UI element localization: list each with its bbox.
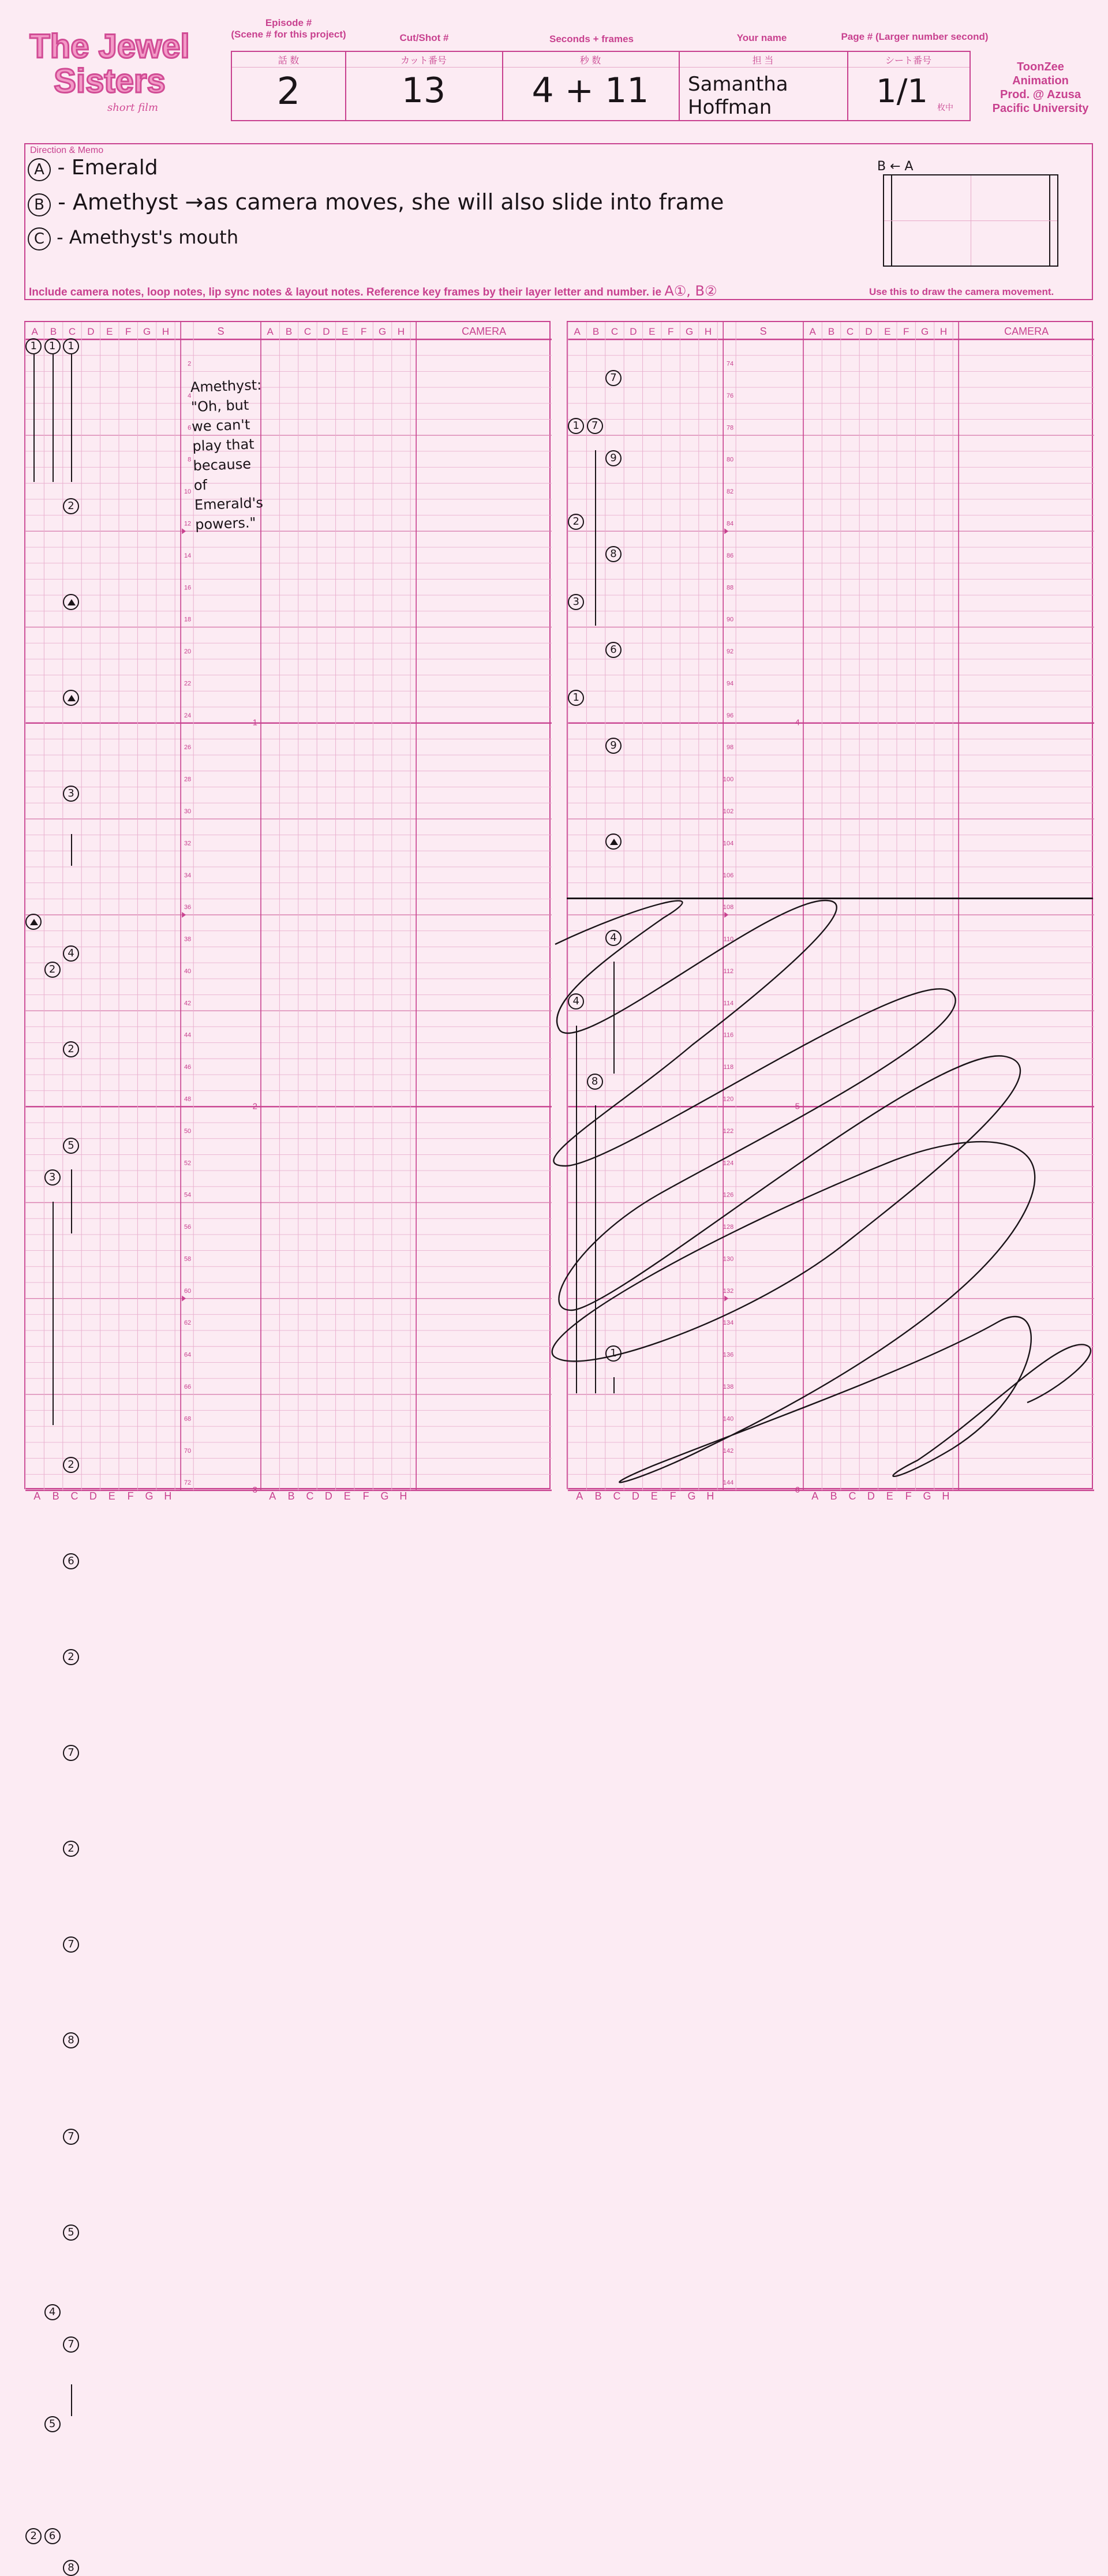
frame-number: 54 (184, 1191, 192, 1199)
column-header-d: D (630, 326, 637, 337)
frame-number: 126 (723, 1191, 734, 1199)
hold-line (71, 2384, 72, 2416)
bottom-letter: F (905, 1490, 912, 1502)
memo-line-c: C - Amethyst's mouth (28, 226, 238, 251)
studio-credit: ToonZee Animation Prod. @ Azusa Pacific University (992, 61, 1089, 115)
camera-header: CAMERA (1004, 326, 1049, 337)
frame-number: 50 (184, 1127, 192, 1135)
keyframe-c-6: 6 (63, 1553, 79, 1569)
frame-number: 138 (723, 1383, 734, 1390)
frame-number: 122 (723, 1127, 734, 1135)
column-header-e: E (106, 326, 113, 337)
column-header-g: G (378, 326, 387, 337)
keyframe-b-8: 8 (587, 1074, 603, 1090)
column-header-c: C (304, 326, 312, 337)
bottom-letter: G (687, 1490, 696, 1502)
frame-number: 20 (184, 648, 192, 656)
frame-number: 108 (723, 904, 734, 911)
column-header-b: B (828, 326, 835, 337)
timesheet-left[interactable] (24, 321, 551, 1495)
bottom-letter: H (706, 1490, 714, 1502)
episode-jp: 話 数 (278, 56, 300, 66)
hold-line (613, 962, 615, 1074)
keyframe-c-7: 7 (63, 2336, 79, 2353)
s-header: S (759, 326, 767, 337)
s-header: S (217, 326, 224, 337)
bottom-letter: B (830, 1490, 837, 1502)
keyframe-c-1: 1 (63, 338, 79, 354)
frame-number: 128 (723, 1224, 734, 1231)
bottom-letter: A (33, 1490, 41, 1502)
column-header-f: F (668, 326, 674, 337)
memo-title: Direction & Memo (30, 145, 104, 155)
frame-number: 82 (726, 488, 734, 496)
hold-line (71, 1169, 72, 1233)
hold-line (33, 354, 35, 483)
column-header-g: G (920, 326, 929, 337)
logo-title-1: The Jewel (29, 28, 190, 65)
hold-line (613, 1377, 615, 1393)
episode-value[interactable]: 2 (276, 70, 301, 113)
frame-number: 130 (723, 1255, 734, 1263)
camera-arrow: B ← A (877, 159, 914, 174)
keyframe-a-4: 4 (568, 993, 584, 1010)
column-header-f: F (125, 326, 132, 337)
cut-jp: カット番号 (400, 56, 447, 66)
frame-number: 30 (184, 807, 192, 815)
keyframe-b-6: 6 (44, 2528, 61, 2544)
memo-line-b: B - Amethyst →as camera moves, she will also slide into frame (28, 189, 724, 216)
keyframe-a-2: 2 (568, 514, 584, 530)
column-header-d: D (865, 326, 873, 337)
bottom-letter: H (164, 1490, 172, 1502)
column-header-h: H (162, 326, 170, 337)
frame-number: 96 (726, 712, 734, 719)
bottom-letter: D (89, 1490, 97, 1502)
bottom-letter: E (343, 1490, 351, 1502)
frame-number: 4 (188, 392, 192, 399)
bottom-letter: H (399, 1490, 407, 1502)
column-header-f: F (361, 326, 367, 337)
frame-number: 72 (184, 1479, 192, 1487)
column-header-d: D (323, 326, 330, 337)
keyframe-b-3: 3 (44, 1169, 61, 1186)
bottom-letter: B (287, 1490, 295, 1502)
frame-number: 16 (184, 584, 192, 592)
page-jp: シート番号 (885, 56, 931, 66)
keyframe-c-3: 3 (63, 786, 79, 802)
scribble-crossout (548, 895, 1096, 1495)
frame-number: 26 (184, 744, 192, 752)
column-header-e: E (342, 326, 349, 337)
frame-number: 70 (184, 1447, 192, 1455)
second-marker: 1 (252, 717, 257, 728)
seconds-label: Seconds + frames (549, 33, 634, 44)
logo-subtitle: short film (107, 102, 159, 114)
page-value[interactable]: 1/1 (875, 73, 929, 110)
keyframe-b-2: 2 (44, 962, 61, 978)
frame-number: 110 (723, 936, 734, 943)
camera-frame-box[interactable] (883, 174, 1058, 267)
bottom-letter: G (145, 1490, 154, 1502)
cut-label: Cut/Shot # (399, 32, 449, 43)
bottom-letter: A (576, 1490, 583, 1502)
column-header-b: B (592, 326, 600, 337)
column-header-b: B (285, 326, 293, 337)
frame-number: 58 (184, 1255, 192, 1263)
page-label: Page # (Larger number second) (841, 31, 989, 42)
memo-instructions: Include camera notes, loop notes, lip sync notes & layout notes. Reference key frames by their layer letter and number. ie A①, B② (29, 283, 717, 299)
hold-line (595, 450, 596, 626)
column-header-g: G (685, 326, 694, 337)
frame-number: 64 (184, 1351, 192, 1359)
bottom-letter: B (594, 1490, 602, 1502)
keyframe-c-4: 4 (605, 930, 622, 946)
frame-number: 98 (726, 744, 734, 752)
keyframe-a-1: 1 (568, 418, 584, 434)
column-header-a: A (267, 326, 274, 337)
keyframe-c-5: 5 (63, 2224, 79, 2241)
frame-number: 102 (723, 807, 734, 815)
keyframe-c-2: 2 (63, 1457, 79, 1473)
keyframe-c-4: 4 (63, 945, 79, 962)
column-header-h: H (704, 326, 712, 337)
frame-number: 106 (723, 872, 734, 879)
frame-number: 80 (726, 456, 734, 463)
frame-number: 42 (184, 1000, 192, 1007)
frame-number: 8 (188, 456, 192, 463)
end-frame-line (567, 898, 1093, 899)
bottom-letter: C (848, 1490, 856, 1502)
inbetween-mark (63, 594, 79, 610)
keyframe-c-8: 8 (63, 2560, 79, 2576)
bottom-letter: G (923, 1490, 931, 1502)
frame-number: 136 (723, 1351, 734, 1359)
frame-number: 18 (184, 616, 192, 623)
dialogue-note: Amethyst: "Oh, but we can't play that because of Emerald's powers." (190, 376, 264, 533)
frame-number: 112 (723, 967, 734, 975)
keyframe-b-4: 4 (44, 2304, 61, 2320)
column-header-c: C (846, 326, 854, 337)
second-marker: 5 (795, 1101, 800, 1112)
keyframe-c-9: 9 (605, 738, 622, 754)
keyframe-c-2: 2 (63, 1649, 79, 1665)
frame-number: 36 (184, 904, 192, 911)
frame-number: 12 (184, 520, 192, 528)
column-header-g: G (143, 326, 151, 337)
bottom-letters-left-1 (28, 1490, 177, 1502)
frame-number: 118 (723, 1064, 734, 1071)
keyframe-a-2: 2 (25, 2528, 42, 2544)
keyframe-c-2: 2 (63, 1041, 79, 1057)
frame-number: 60 (184, 1287, 192, 1295)
frame-number: 40 (184, 967, 192, 975)
column-header-c: C (611, 326, 619, 337)
frame-number: 104 (723, 840, 734, 847)
keyframe-c-7: 7 (63, 1936, 79, 1953)
column-header-a: A (31, 326, 38, 337)
frame-number: 34 (184, 872, 192, 879)
frame-number: 74 (726, 360, 734, 368)
bottom-letter: E (886, 1490, 893, 1502)
frame-number: 78 (726, 424, 734, 432)
bottom-letter: D (324, 1490, 332, 1502)
column-header-h: H (397, 326, 405, 337)
frame-number: 94 (726, 680, 734, 687)
frame-number: 88 (726, 584, 734, 592)
hold-line (595, 1105, 596, 1393)
bottom-letter: C (613, 1490, 621, 1502)
column-header-d: D (87, 326, 95, 337)
episode-label: Episode # (Scene # for this project) (231, 17, 346, 40)
frame-number: 44 (184, 1031, 192, 1039)
camera-draw-label: Use this to draw the camera movement. (869, 286, 1054, 297)
hold-line (53, 1202, 54, 1426)
logo (23, 17, 196, 121)
frame-number: 124 (723, 1160, 734, 1167)
bottom-letter: G (380, 1490, 389, 1502)
seconds-jp: 秒 数 (579, 56, 601, 66)
hold-line (71, 834, 72, 866)
column-header-a: A (574, 326, 581, 337)
hold-line (576, 1026, 577, 1393)
memo-box (24, 143, 1093, 300)
frame-number: 10 (184, 488, 192, 496)
bottom-letter: E (108, 1490, 115, 1502)
bottom-letter: F (127, 1490, 134, 1502)
memo-line-a: A - Emerald (28, 156, 158, 181)
frame-number: 100 (723, 776, 734, 783)
second-marker: 6 (795, 1485, 800, 1495)
keyframe-a-1: 1 (25, 338, 42, 354)
keyframe-c-9: 9 (605, 450, 622, 466)
bottom-letter: D (631, 1490, 639, 1502)
frame-number: 140 (723, 1415, 734, 1423)
keyframe-b-1: 1 (44, 338, 61, 354)
column-header-e: E (884, 326, 891, 337)
frame-number: 116 (723, 1031, 734, 1039)
frame-number: 24 (184, 712, 192, 719)
keyframe-a-3: 3 (568, 594, 584, 610)
frame-number: 134 (723, 1319, 734, 1327)
bottom-letter: H (942, 1490, 950, 1502)
column-header-f: F (903, 326, 909, 337)
keyframe-a-1: 1 (568, 690, 584, 706)
hold-line (53, 354, 54, 483)
frame-number: 86 (726, 552, 734, 559)
frame-number: 66 (184, 1383, 192, 1390)
frame-number: 76 (726, 392, 734, 399)
bottom-letter: C (70, 1490, 78, 1502)
frame-number: 68 (184, 1415, 192, 1423)
hold-line (71, 354, 72, 483)
frame-number: 132 (723, 1287, 734, 1295)
frame-number: 2 (188, 360, 192, 368)
name-jp: 担 当 (752, 56, 774, 66)
frame-number: 92 (726, 648, 734, 656)
inbetween-mark (25, 914, 42, 930)
keyframe-c-7: 7 (63, 2129, 79, 2145)
bottom-letter: F (669, 1490, 676, 1502)
frame-number: 56 (184, 1224, 192, 1231)
seconds-value[interactable]: 4 + 11 (531, 70, 649, 111)
cut-value[interactable]: 13 (401, 70, 446, 111)
bottom-letter: B (52, 1490, 59, 1502)
frame-number: 144 (723, 1479, 734, 1487)
frame-number: 46 (184, 1064, 192, 1071)
second-marker: 2 (252, 1101, 257, 1112)
column-header-c: C (68, 326, 76, 337)
bottom-letters-left-2 (263, 1490, 413, 1502)
keyframe-c-2: 2 (63, 1841, 79, 1857)
bottom-letter: E (650, 1490, 658, 1502)
bottom-letter: D (867, 1490, 875, 1502)
keyframe-c-2: 2 (63, 498, 79, 514)
column-header-a: A (809, 326, 816, 337)
second-marker: 3 (252, 1485, 257, 1495)
keyframe-b-7: 7 (587, 418, 603, 434)
bottom-letter: A (269, 1490, 276, 1502)
page-suffix: 枚中 (937, 103, 953, 112)
frame-number: 84 (726, 520, 734, 528)
frame-number: 142 (723, 1447, 734, 1455)
column-header-b: B (50, 326, 57, 337)
frame-number: 14 (184, 552, 192, 559)
header-box (231, 51, 971, 121)
keyframe-c-7: 7 (63, 1745, 79, 1761)
frame-number: 120 (723, 1096, 734, 1103)
keyframe-c-6: 6 (605, 642, 622, 658)
bottom-letter: C (306, 1490, 314, 1502)
frame-number: 38 (184, 936, 192, 943)
keyframe-c-8: 8 (63, 2032, 79, 2048)
frame-number: 90 (726, 616, 734, 623)
camera-header: CAMERA (462, 326, 507, 337)
frame-number: 22 (184, 680, 192, 687)
keyframe-b-5: 5 (44, 2416, 61, 2432)
column-header-e: E (649, 326, 656, 337)
frame-number: 32 (184, 840, 192, 847)
column-header-h: H (939, 326, 948, 337)
bottom-letter: A (811, 1490, 819, 1502)
inbetween-mark (63, 690, 79, 706)
keyframe-c-7: 7 (605, 370, 622, 386)
second-marker: 4 (795, 717, 800, 728)
keyframe-c-5: 5 (63, 1138, 79, 1154)
logo-title-2: Sisters (54, 62, 166, 100)
name-value[interactable]: Samantha Hoffman (688, 73, 788, 119)
frame-number: 28 (184, 776, 192, 783)
frame-number: 6 (188, 424, 192, 432)
frame-number: 52 (184, 1160, 192, 1167)
keyframe-c-1: 1 (605, 1345, 622, 1362)
name-label: Your name (736, 32, 787, 43)
bottom-letter: F (362, 1490, 369, 1502)
frame-number: 48 (184, 1096, 192, 1103)
keyframe-c-8: 8 (605, 546, 622, 562)
frame-number: 62 (184, 1319, 192, 1327)
frame-number: 114 (723, 1000, 734, 1007)
